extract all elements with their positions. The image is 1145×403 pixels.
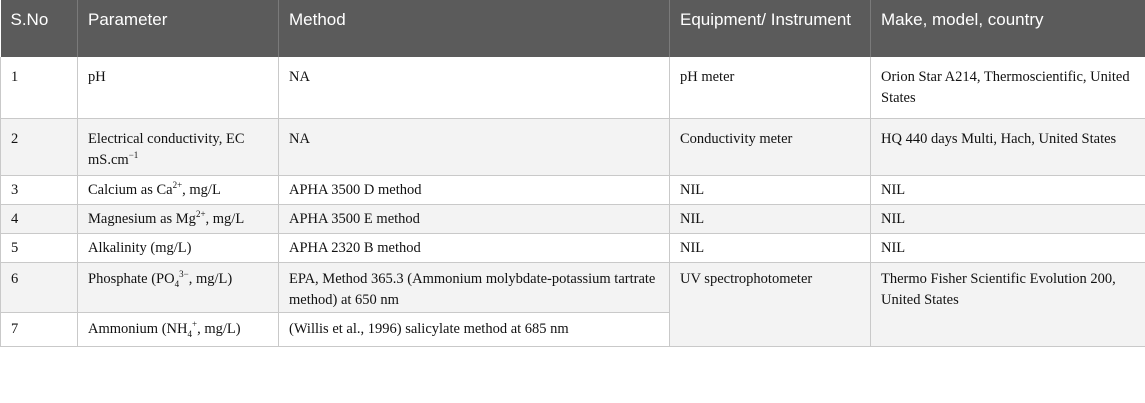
cell-method: NA (279, 118, 670, 175)
parameter-text: Phosphate (PO (88, 270, 175, 287)
parameter-superscript: −1 (128, 149, 139, 160)
cell-method: APHA 3500 D method (279, 175, 670, 204)
cell-method: NA (279, 57, 670, 118)
table-row (1, 118, 1145, 175)
cell-make: NIL (871, 175, 1145, 204)
cell-method: (Willis et al., 1996) salicylate method at 685 nm (279, 312, 670, 346)
cell-make: NIL (871, 204, 1145, 233)
cell-make: Thermo Fisher Scientific Evolution 200, United States (871, 262, 1145, 346)
cell-equipment: UV spectrophotometer (670, 262, 871, 346)
cell-method: EPA, Method 365.3 (Ammonium molybdate-potassium tartrate method) at 650 nm (279, 262, 670, 312)
cell-sno: 6 (1, 262, 78, 312)
parameter-text: Calcium as Ca (88, 181, 173, 198)
header-sno: S.No (1, 0, 78, 57)
parameter-text-suffix: , mg/L (205, 210, 245, 227)
header-make: Make, model, country (871, 0, 1145, 57)
parameter-subscript: 4 (187, 328, 192, 339)
table-header (1, 0, 1145, 57)
table-row (1, 175, 1145, 204)
parameter-superscript: 2+ (195, 208, 206, 219)
table-row (1, 57, 1145, 118)
cell-parameter (78, 175, 279, 204)
cell-equipment: pH meter (670, 57, 871, 118)
cell-equipment: NIL (670, 204, 871, 233)
cell-parameter (78, 233, 279, 262)
parameter-text-suffix: , mg/L) (188, 270, 233, 287)
cell-equipment: Conductivity meter (670, 118, 871, 175)
cell-parameter (78, 118, 279, 175)
cell-equipment: NIL (670, 233, 871, 262)
cell-parameter (78, 312, 279, 346)
parameter-superscript: 2+ (172, 179, 183, 190)
parameter-text-suffix: , mg/L) (197, 320, 241, 337)
cell-parameter (78, 57, 279, 118)
cell-sno: 3 (1, 175, 78, 204)
header-equipment: Equipment/ Instrument (670, 0, 871, 57)
parameter-superscript: + (191, 318, 198, 329)
cell-parameter (78, 204, 279, 233)
table-row (1, 262, 1145, 312)
cell-sno: 4 (1, 204, 78, 233)
parameter-text: Alkalinity (mg/L) (88, 239, 192, 256)
cell-make: Orion Star A214, Thermoscientific, United States (871, 57, 1145, 118)
cell-make: HQ 440 days Multi, Hach, United States (871, 118, 1145, 175)
parameter-subscript: 4 (174, 278, 180, 289)
parameter-text-suffix: , mg/L (182, 181, 221, 198)
header-row (1, 0, 1145, 57)
table-row (1, 204, 1145, 233)
cell-sno: 1 (1, 57, 78, 118)
header-method: Method (279, 0, 670, 57)
table-row (1, 233, 1145, 262)
header-parameter: Parameter (78, 0, 279, 57)
cell-sno: 2 (1, 118, 78, 175)
parameter-text: Electrical conductivity, EC mS.cm (88, 130, 245, 168)
parameter-text: pH (88, 69, 106, 85)
cell-method: APHA 2320 B method (279, 233, 670, 262)
parameter-text: Ammonium (NH (88, 320, 188, 337)
cell-equipment: NIL (670, 175, 871, 204)
cell-parameter (78, 262, 279, 312)
parameter-text: Magnesium as Mg (88, 210, 196, 227)
cell-sno: 5 (1, 233, 78, 262)
cell-make: NIL (871, 233, 1145, 262)
cell-method: APHA 3500 E method (279, 204, 670, 233)
cell-sno: 7 (1, 312, 78, 346)
table-body (1, 57, 1145, 346)
parameter-superscript: 3− (179, 268, 189, 279)
